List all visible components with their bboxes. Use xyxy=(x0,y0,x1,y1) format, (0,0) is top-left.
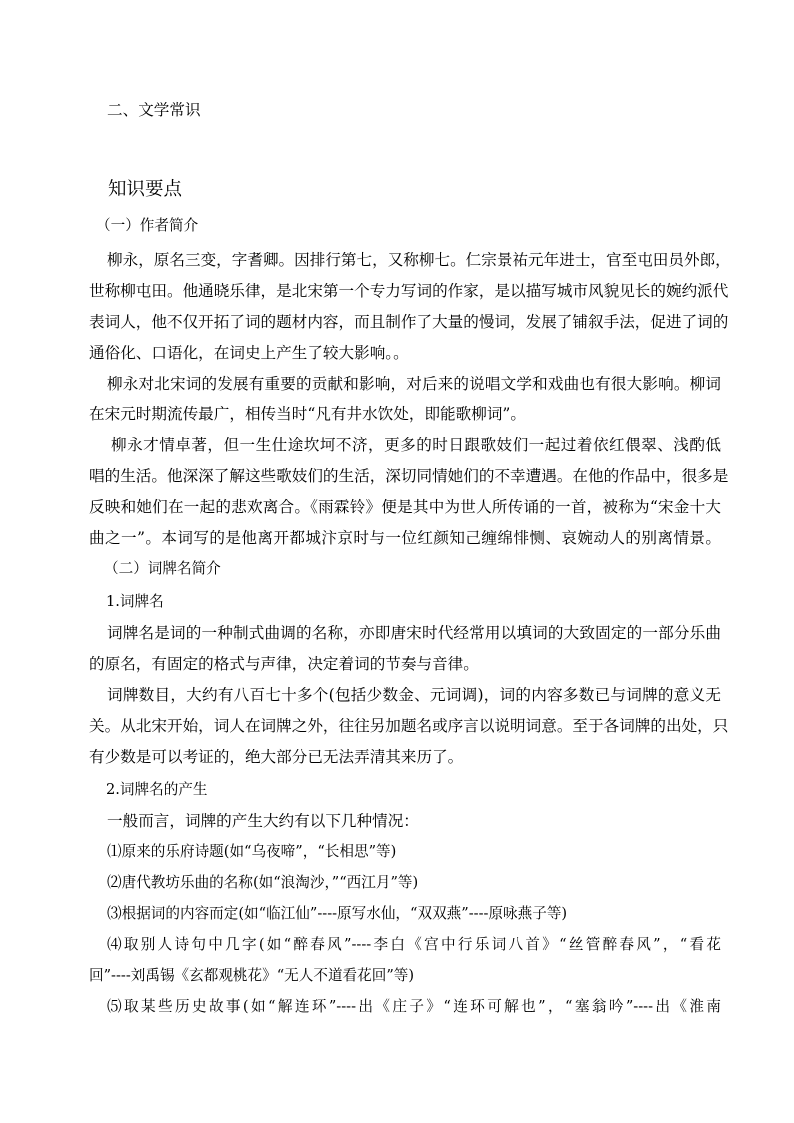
paragraph-line: 的原名，有固定的格式与声律，决定着词的节奏与音律。 xyxy=(89,655,479,673)
paragraph-line: 唱的生活。他深深了解这些歌妓们的生活，深切同情她们的不幸遭遇。在他的作品中，很多是 xyxy=(89,467,729,485)
paragraph-line: 反映和她们在一起的悲欢离合。《雨霖铃》便是其中为世人所传诵的一首，被称为“宋金十大 xyxy=(89,498,721,516)
list-item: ⑸取某些历史故事(如“解连环”----出《庄子》“连环可解也”，“塞翁吟”----出《淮南 xyxy=(107,998,721,1015)
section-heading: 二、文学常识 xyxy=(107,101,201,119)
list-item-continuation: 回”----刘禹锡《玄都观桃花》“无人不道看花回”等) xyxy=(89,967,415,984)
paragraph-line: 通俗化、口语化，在词史上产生了较大影响。。 xyxy=(89,344,409,362)
paragraph-line: 柳永对北宋词的发展有重要的贡献和影响，对后来的说唱文学和戏曲也有很大影响。柳词 xyxy=(107,375,721,393)
part1-heading: （一）作者简介 xyxy=(96,217,199,234)
list-item: ⑴原来的乐府诗题(如“乌夜啼”，“长相思”等) xyxy=(107,843,397,860)
paragraph-line: 在宋元时期流传最广，相传当时“凡有井水饮处，即能歌柳词”。 xyxy=(89,405,526,423)
paragraph-line: 柳永，原名三变，字耆卿。因排行第七，又称柳七。仁宗景祐元年进士，官至屯田员外郎， xyxy=(107,251,731,269)
paragraph-line: 世称柳屯田。他通晓乐律，是北宋第一个专力写词的作家，是以描写城市风貌见长的婉约派代 xyxy=(89,282,729,300)
paragraph-line: 柳永才情卓著，但一生仕途坎坷不济，更多的时日跟歌妓们一起过着依红偎翠、浅酌低 xyxy=(111,436,721,454)
sub1-title: 1.词牌名 xyxy=(106,593,164,610)
paragraph-line: 词牌名是词的一种制式曲调的名称，亦即唐宋时代经常用以填词的大致固定的一部分乐曲 xyxy=(107,624,721,642)
paragraph-line: 词牌数目，大约有八百七十多个(包括少数金、元词调)，词的内容多数已与词牌的意义无 xyxy=(107,686,721,704)
list-item: ⑶根据词的内容而定(如“临江仙”----原写水仙，“双双燕”----原咏燕子等) xyxy=(107,905,568,922)
paragraph-line: 有少数是可以考证的，绝大部分已无法弄清其来历了。 xyxy=(89,748,464,766)
part2-heading: （二）词牌名简介 xyxy=(104,560,221,577)
list-item: ⑷取别人诗句中几字(如“醉春风”----李白《宫中行乐词八首》“丝管醉春风”，“看花 xyxy=(107,936,721,953)
paragraph-line: 一般而言，词牌的产生大约有以下几种情况： xyxy=(107,812,419,830)
paragraph-line: 表词人，他不仅开拓了词的题材内容，而且制作了大量的慢词，发展了铺叙手法，促进了词的 xyxy=(89,313,729,331)
paragraph-line: 曲之一”。本词写的是他离开都城汴京时与一位红颜知己缠绵悱恻、哀婉动人的别离情景。 xyxy=(89,529,721,547)
sub2-title: 2.词牌名的产生 xyxy=(106,781,208,798)
knowledge-title: 知识要点 xyxy=(108,179,183,200)
paragraph-line: 关。从北宋开始，词人在词牌之外，往往另加题名或序言以说明词意。至于各词牌的出处，只 xyxy=(89,717,729,735)
list-item: ⑵唐代教坊乐曲的名称(如“浪淘沙，”“西江月”等) xyxy=(107,874,419,891)
